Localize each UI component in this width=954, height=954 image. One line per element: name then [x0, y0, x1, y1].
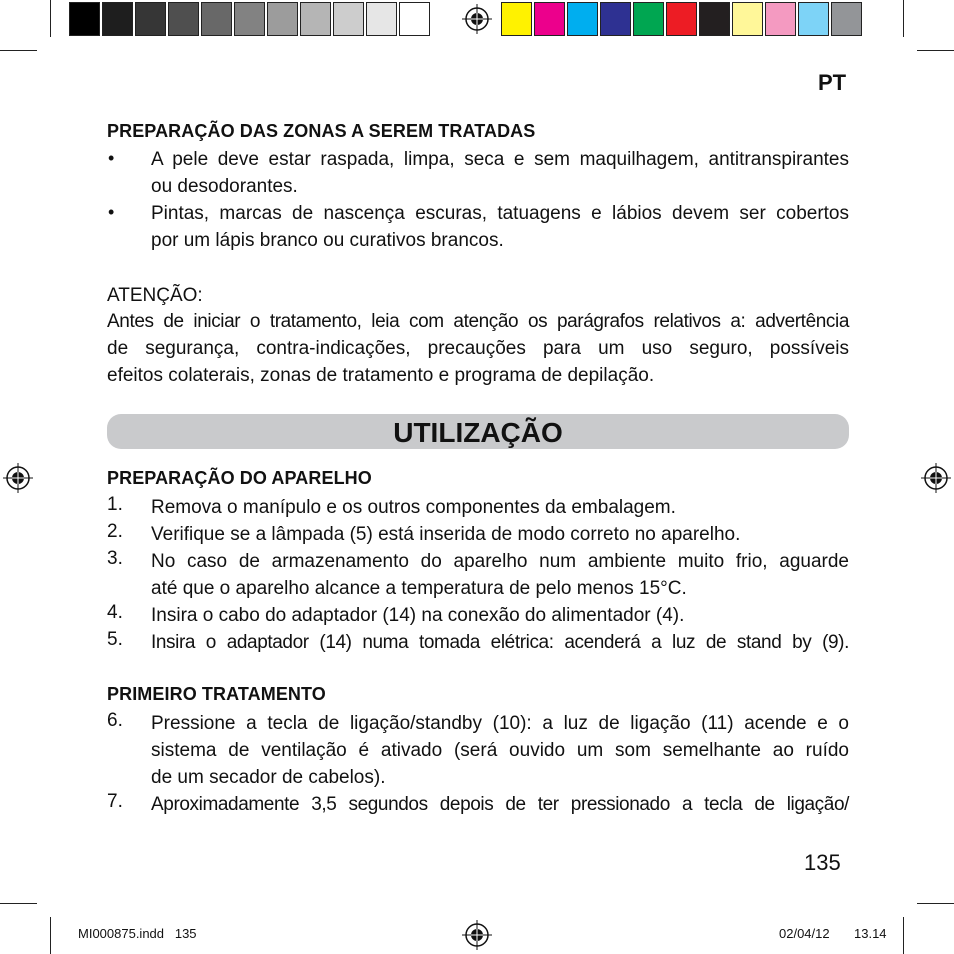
grey-calibration-bar	[69, 2, 432, 36]
bullet-1-line-2: ou desodorantes.	[151, 176, 298, 197]
color-swatch-11	[831, 2, 862, 36]
registration-mark-left-icon	[3, 463, 33, 493]
bullet-symbol: •	[108, 148, 115, 168]
footer-date: 02/04/12	[779, 926, 830, 941]
registration-mark-top-icon	[462, 4, 492, 34]
item-4-line-1: Insira o cabo do adaptador (14) na conexão do alimentador (4).	[151, 605, 685, 626]
color-swatch-1	[501, 2, 532, 36]
item-3-line-1: No caso de armazenamento do aparelho num ambiente muito frio, aguarde	[151, 551, 849, 572]
crop-mark-top-left-v	[50, 0, 51, 37]
item-number: 2.	[107, 521, 123, 542]
grey-swatch-7	[267, 2, 298, 36]
section-banner	[107, 414, 849, 449]
grey-swatch-9	[333, 2, 364, 36]
crop-mark-top-right-h	[917, 50, 954, 51]
footer-file-name: MI000875.indd 135	[78, 926, 197, 941]
color-swatch-4	[600, 2, 631, 36]
footer-time: 13.14	[854, 926, 887, 941]
crop-mark-bottom-right-h	[917, 903, 954, 904]
section-heading-first-treatment: PRIMEIRO TRATAMENTO	[107, 684, 326, 704]
color-swatch-10	[798, 2, 829, 36]
color-swatch-8	[732, 2, 763, 36]
item-6-line-2: sistema de ventilação é ativado (será ouvido um som semelhante ao ruído	[151, 740, 849, 761]
grey-swatch-3	[135, 2, 166, 36]
color-swatch-9	[765, 2, 796, 36]
item-number: 4.	[107, 602, 123, 623]
item-5-line-1: Insira o adaptador (14) numa tomada elétrica: acenderá a luz de stand by (9).	[151, 632, 849, 653]
grey-swatch-1	[69, 2, 100, 36]
grey-swatch-11	[399, 2, 430, 36]
crop-mark-top-right-v	[903, 0, 904, 37]
grey-swatch-5	[201, 2, 232, 36]
bullet-2-line-2: por um lápis branco ou curativos brancos.	[151, 230, 504, 251]
item-3-line-2: até que o aparelho alcance a temperatura de pelo menos 15°C.	[151, 578, 687, 599]
color-swatch-6	[666, 2, 697, 36]
registration-mark-bottom-icon	[462, 920, 492, 950]
grey-swatch-10	[366, 2, 397, 36]
item-number: 3.	[107, 548, 123, 569]
item-1-line-1: Remova o manípulo e os outros componentes da embalagem.	[151, 497, 676, 518]
item-2-line-1: Verifique se a lâmpada (5) está inserida de modo correto no aparelho.	[151, 524, 741, 545]
item-number: 6.	[107, 710, 123, 731]
crop-mark-bottom-left-h	[0, 903, 37, 904]
crop-mark-bottom-right-v	[903, 917, 904, 954]
registration-mark-right-icon	[921, 463, 951, 493]
grey-swatch-4	[168, 2, 199, 36]
crop-mark-bottom-left-v	[50, 917, 51, 954]
section-heading-preparation-zones: PREPARAÇÃO DAS ZONAS A SEREM TRATADAS	[107, 121, 536, 141]
bullet-symbol: •	[108, 202, 115, 222]
color-swatch-7	[699, 2, 730, 36]
crop-mark-top-left-h	[0, 50, 37, 51]
attention-line-3: efeitos colaterais, zonas de tratamento e programa de depilação.	[107, 365, 655, 386]
grey-swatch-6	[234, 2, 265, 36]
item-number: 7.	[107, 791, 123, 812]
page-number: 135	[804, 850, 841, 875]
language-code: PT	[818, 70, 847, 95]
grey-swatch-8	[300, 2, 331, 36]
bullet-1-line-1: A pele deve estar raspada, limpa, seca e sem maquilhagem, antitranspirantes	[151, 149, 849, 170]
section-heading-device-preparation: PREPARAÇÃO DO APARELHO	[107, 468, 372, 488]
item-6-line-1: Pressione a tecla de ligação/standby (10): a luz de ligação (11) acende e o	[151, 713, 849, 734]
item-7-line-1: Aproximadamente 3,5 segundos depois de ter pressionado a tecla de ligação/	[151, 794, 849, 815]
color-calibration-bar	[501, 2, 864, 36]
bullet-2-line-1: Pintas, marcas de nascença escuras, tatuagens e lábios devem ser cobertos	[151, 203, 849, 224]
attention-line-2: de segurança, contra-indicações, precauções para um uso seguro, possíveis	[107, 338, 849, 359]
item-number: 5.	[107, 629, 123, 650]
grey-swatch-2	[102, 2, 133, 36]
color-swatch-3	[567, 2, 598, 36]
color-swatch-5	[633, 2, 664, 36]
attention-label: ATENÇÃO:	[107, 285, 203, 306]
attention-line-1: Antes de iniciar o tratamento, leia com atenção os parágrafos relativos a: advertência	[107, 311, 849, 332]
item-number: 1.	[107, 494, 123, 515]
banner-title: UTILIZAÇÃO	[393, 417, 563, 448]
color-swatch-2	[534, 2, 565, 36]
item-6-line-3: de um secador de cabelos).	[151, 767, 386, 788]
